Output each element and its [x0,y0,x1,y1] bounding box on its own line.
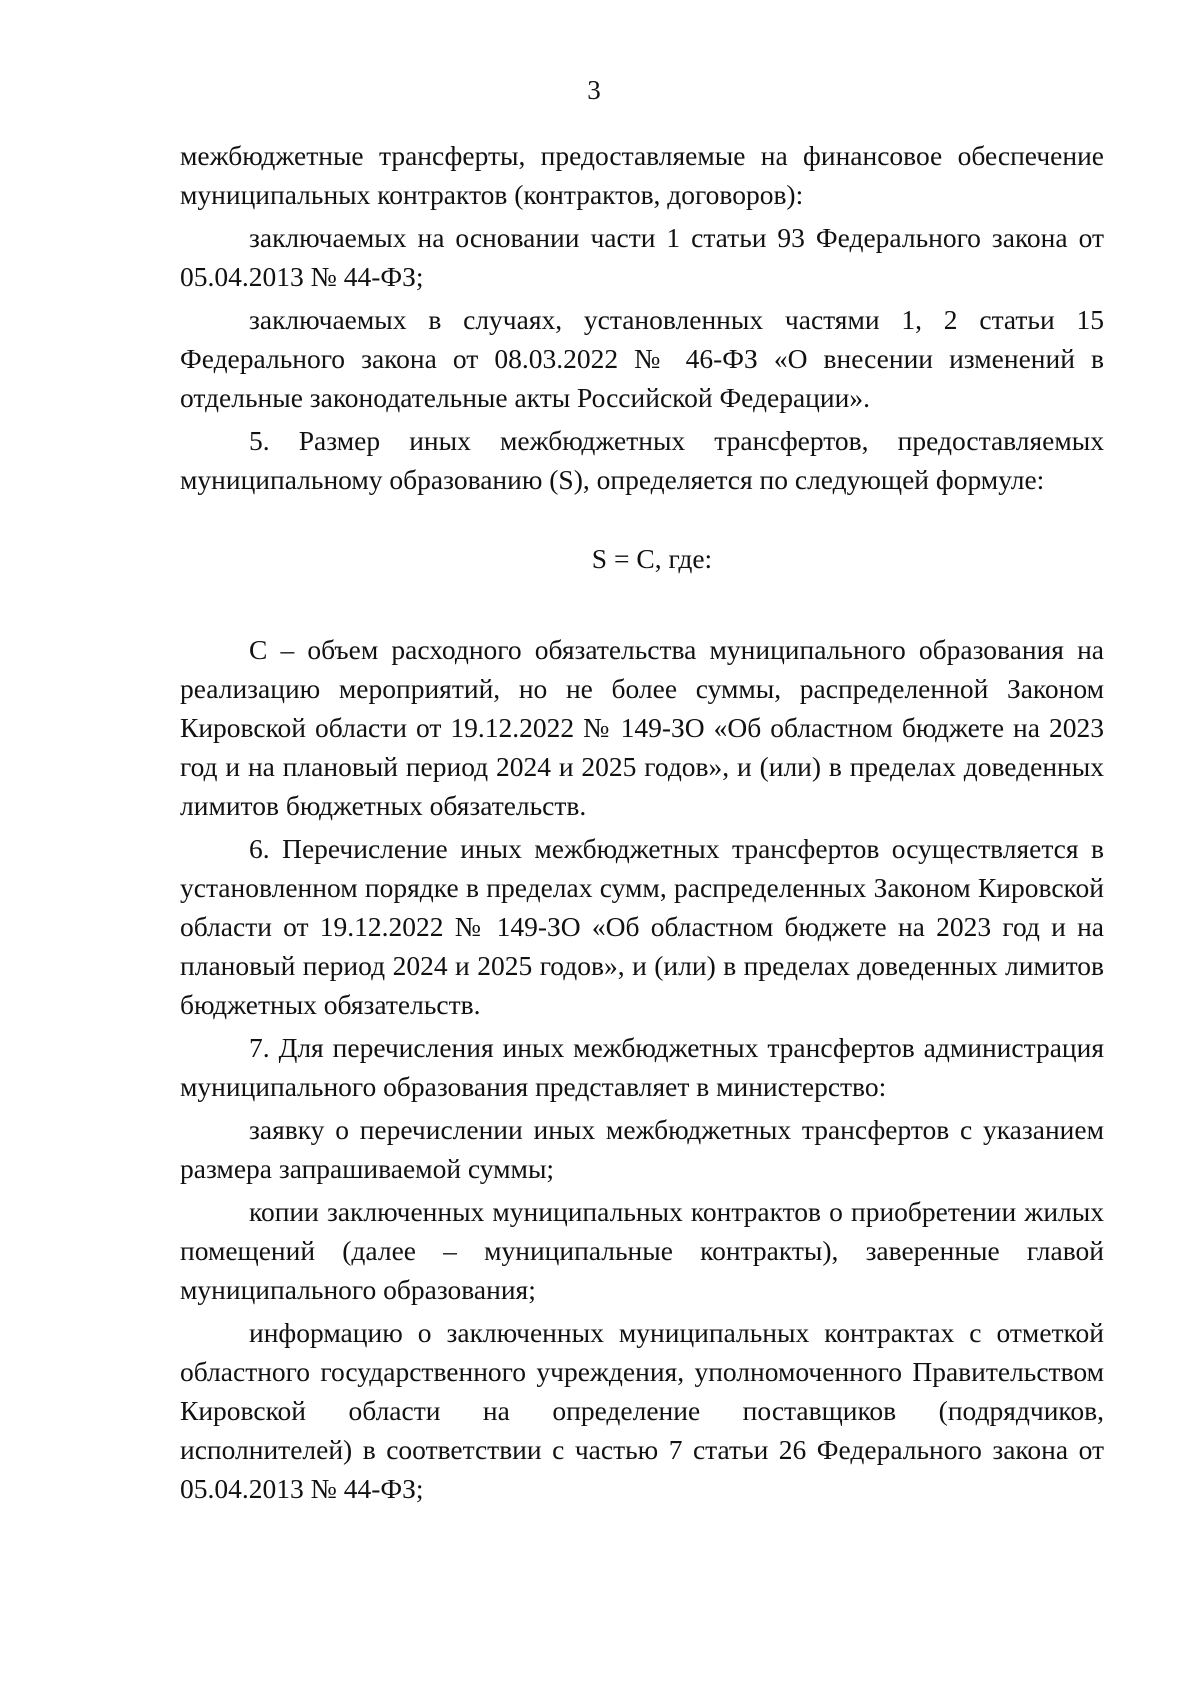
paragraph-item-5: 5. Размер иных межбюджетных трансфертов, предоставляемых муниципальному образованию (S), определяется по следующей формуле: [180,425,1104,495]
paragraph-item-7: 7. Для перечисления иных межбюджетных трансфертов администрация муниципального образования представляет в министерство: [180,1032,1104,1102]
document-body [180,136,1104,1512]
page-number: 3 [587,75,601,105]
paragraph-contract-information: информацию о заключенных муниципальных контрактах с отметкой областного государственного учреждения, уполномоченного Правительством Кировской области на определение поставщиков (подрядчиков, исполнителей) в соответствии с частью 7 статьи 26 Федерального закона от 05.04.2013 № 44-ФЗ; [180,1317,1104,1504]
paragraph-item-6: 6. Перечисление иных межбюджетных трансфертов осуществляется в установленном порядке в пределах сумм, распределенных Законом Кировской области от 19.12.2022 № 149-ЗО «Об областном бюджете на 2023 год и на плановый период 2024 и 2025 годов», и (или) в пределах доведенных лимитов бюджетных обязательств. [180,833,1104,1020]
paragraph-article-15-cases: заключаемых в случаях, установленных частями 1, 2 статьи 15 Федерального закона от 08.03.2022 № 46-ФЗ «О внесении изменений в отдельные законодательные акты Российской Федерации». [180,304,1104,413]
paragraph-formula-definition: C – объем расходного обязательства муниципального образования на реализацию мероприятий, но не более суммы, распределенной Законом Кировской области от 19.12.2022 № 149-ЗО «Об областном бюджете на 2023 год и на плановый период 2024 и 2025 годов», и (или) в пределах доведенных лимитов бюджетных обязательств. [180,634,1104,821]
paragraph-part-1-article-93: заключаемых на основании части 1 статьи 93 Федерального закона от 05.04.2013 № 44-ФЗ; [180,222,1104,292]
paragraph-contract-copies: копии заключенных муниципальных контрактов о приобретении жилых помещений (далее – муниципальные контракты), заверенные главой муниципального образования; [180,1196,1104,1305]
formula: S = C, где: [591,543,713,574]
paragraph-application: заявку о перечислении иных межбюджетных трансфертов с указанием размера запрашиваемой суммы; [180,1114,1104,1184]
paragraph-transfers-intro: межбюджетные трансферты, предоставляемые на финансовое обеспечение муниципальных контрактов (контрактов, договоров): [180,140,1104,210]
